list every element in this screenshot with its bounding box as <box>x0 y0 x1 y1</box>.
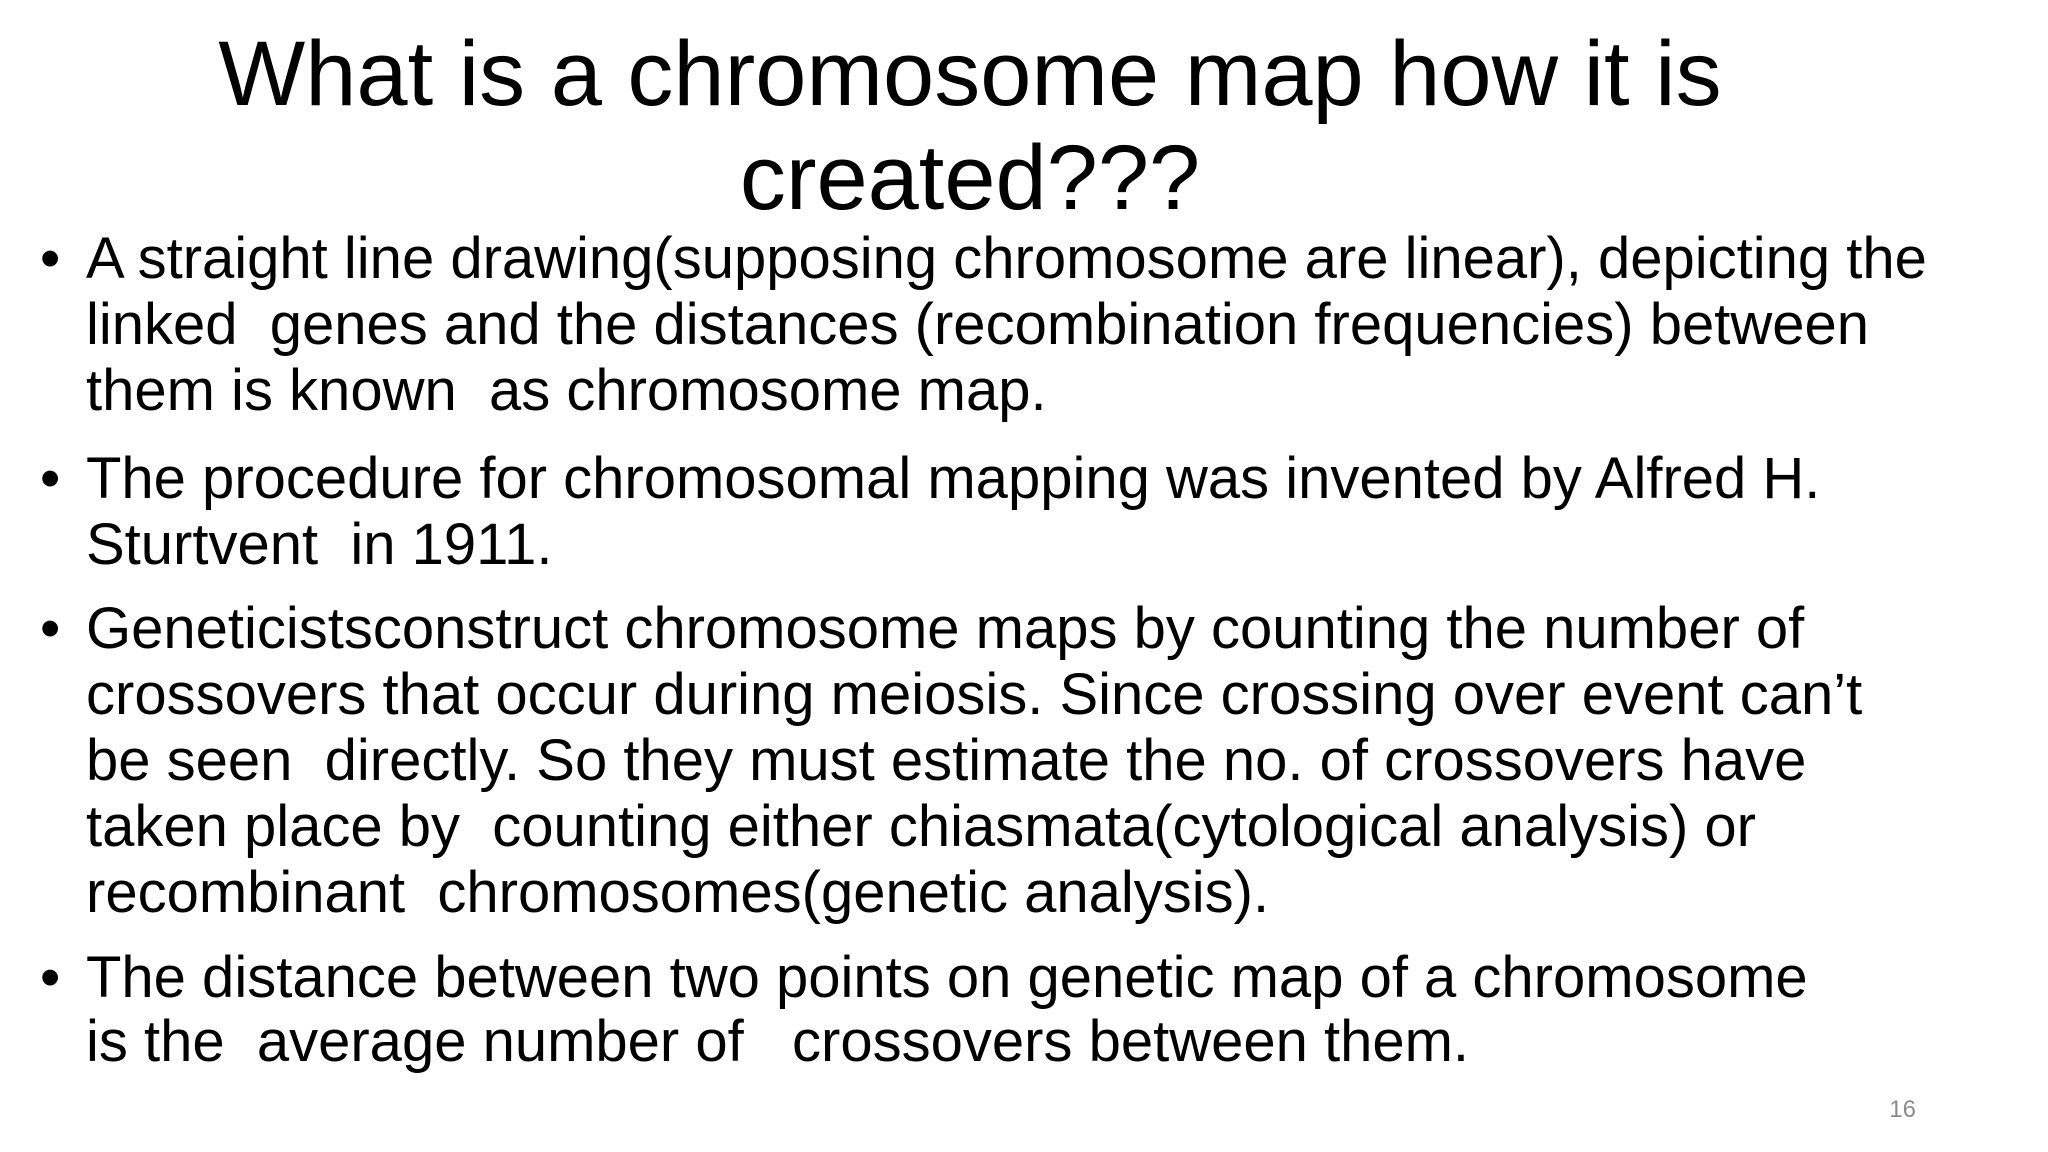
bullet-line: taken place by counting either chiasmata(cytological analysis) or <box>86 794 1756 859</box>
bullet-text <box>86 446 2046 578</box>
bullet-line: recombinant chromosomes(genetic analysis). <box>86 860 1270 925</box>
bullet-line: crossovers that occur during meiosis. Since crossing over event can’t <box>86 662 1863 727</box>
bullet-line: The procedure for chromosomal mapping was invented by Alfred H. <box>86 446 1821 511</box>
bullet-marker: • <box>40 226 61 291</box>
bullet-text <box>86 226 2046 424</box>
bullet-line: them is known as chromosome map. <box>86 358 1047 423</box>
bullet-line: Sturtvent in 1911. <box>86 512 553 577</box>
bullet-line: is the average number of crossovers between them. <box>86 1009 1470 1074</box>
bullet-marker: • <box>40 596 61 661</box>
bullet-marker: • <box>40 945 61 1010</box>
slide-title <box>160 22 1780 230</box>
bullet-line: The distance between two points on genetic map of a chromosome <box>86 945 1808 1010</box>
slide-title-line-2: created??? <box>739 127 1201 229</box>
bullet-text <box>86 946 2046 1074</box>
slide-title-line-1: What is a chromosome map how it is <box>218 23 1722 125</box>
slide-number: 16 <box>1889 1096 1916 1123</box>
bullet-line: Geneticistsconstruct chromosome maps by counting the number of <box>86 596 1805 661</box>
bullet-line: A straight line drawing(supposing chromosome are linear), depicting the <box>86 226 1927 291</box>
bullet-marker: • <box>40 446 61 511</box>
bullet-line: be seen directly. So they must estimate the no. of crossovers have <box>86 728 1807 793</box>
bullet-text <box>86 596 2046 926</box>
bullet-line: linked genes and the distances (recombination frequencies) between <box>86 292 1869 357</box>
